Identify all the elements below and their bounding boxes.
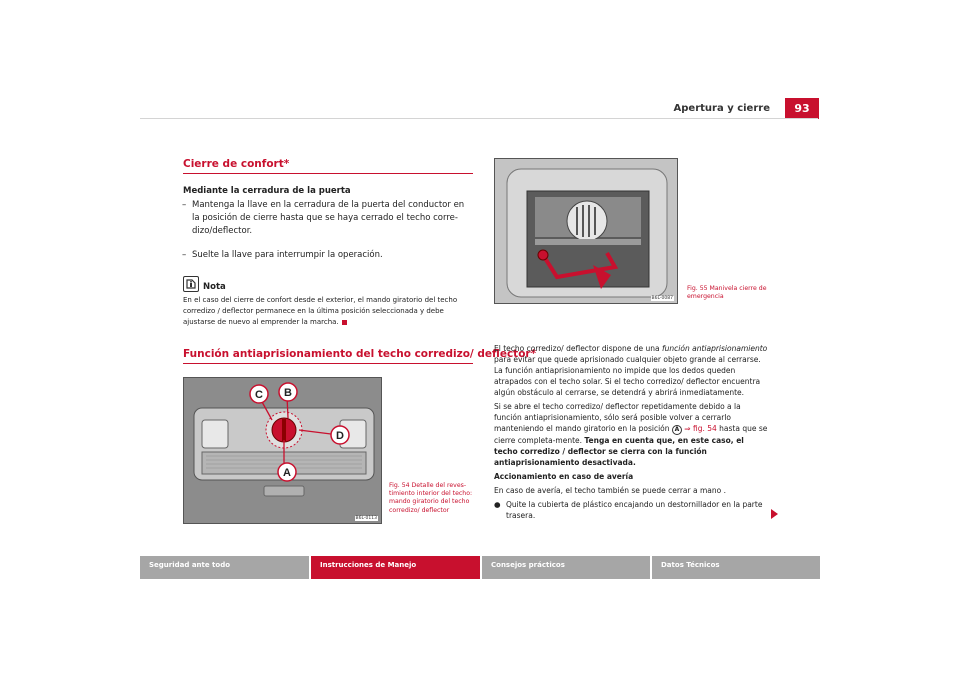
- position-a-symbol: A: [672, 425, 682, 435]
- footer-nav: [140, 556, 820, 579]
- section-anti-trap: [183, 348, 537, 364]
- dash-marker: –: [182, 200, 187, 210]
- tab-instrucciones[interactable]: Instrucciones de Manejo: [311, 556, 480, 579]
- header-rule: [140, 118, 818, 119]
- figure-55-caption: Fig. 55 Manivela cierre de emergencia: [687, 285, 767, 301]
- chapter-title: Apertura y cierre: [673, 103, 770, 114]
- bullet-item: ● Quite la cubierta de plástico encajando un destornillador en la parte trasera.: [494, 500, 763, 520]
- end-of-section-marker: [342, 320, 347, 325]
- figure-label-b: B: [284, 387, 292, 399]
- tab-consejos[interactable]: Consejos prácticos: [482, 556, 650, 579]
- emphasis-term: función antiaprisionamiento: [662, 344, 768, 353]
- figure-label-d: D: [336, 430, 344, 442]
- figure-label-a: A: [283, 467, 291, 479]
- figure-54-rotary-control: [183, 377, 382, 524]
- list-item-text: Suelte la llave para interrumpir la operación.: [192, 250, 383, 260]
- paragraph: Si se abre el techo corredizo/ deflector repetidamente debido a la función antiaprisionamiento, sólo será posible volver a cerrarlo manteniendo el mando giratorio en la posición A ⇒ fig. 54 hasta que se cierre completa-mente. Tenga en cuenta que, en este caso, el techo corredizo / deflector se cierra con la función antiaprisionamiento desactivada.: [494, 402, 768, 467]
- paragraph: En caso de avería, el techo también se puede cerrar a mano .: [494, 486, 726, 495]
- tab-seguridad[interactable]: Seguridad ante todo: [140, 556, 309, 579]
- list-item: [183, 249, 473, 262]
- continue-arrow-icon[interactable]: [771, 509, 778, 519]
- anti-trap-body: [494, 343, 769, 524]
- section-title: Función antiaprisionamiento del techo corredizo/ deflector*: [183, 348, 473, 364]
- subsection-title: Accionamiento en caso de avería: [494, 472, 634, 481]
- note-label: Nota: [203, 282, 226, 292]
- emergency-crank-illustration: [495, 159, 678, 304]
- list-item-text: Mantenga la llave en la cerradura de la puerta del conductor en la posición de cierre hasta que se haya cerrado el techo corre-dizo/deflector.: [192, 200, 465, 236]
- figure-code: B6L-0113: [355, 516, 377, 521]
- note-box: [183, 276, 473, 329]
- section-comfort-closing: [183, 158, 473, 329]
- list-item: [183, 199, 473, 238]
- figure-55-emergency-crank: [494, 158, 678, 304]
- page-number: 93: [785, 98, 819, 119]
- roof-lining-illustration: [184, 378, 382, 524]
- subsection-title: Mediante la cerradura de la puerta: [183, 186, 351, 196]
- note-icon: [183, 276, 199, 292]
- figure-54-caption: Fig. 54 Detalle del reves-timiento interior del techo: mando giratorio del techo corredizo/ deflector: [389, 482, 473, 514]
- warning-text: Tenga en cuenta que, en este caso, el techo corredizo / deflector se cierra con la función antiaprisionamiento desactivada.: [494, 436, 744, 467]
- bullet-marker: ●: [494, 500, 501, 509]
- figure-label-c: C: [255, 389, 263, 401]
- note-text: En el caso del cierre de confort desde el exterior, el mando giratorio del techo corredizo / deflector permanece en la última posición seleccionada y debe ajustarse de nuevo al emprender la marcha.: [183, 296, 458, 327]
- figure-reference-link[interactable]: ⇒ fig. 54: [684, 424, 717, 433]
- paragraph: El techo corredizo/ deflector dispone de una función antiaprisionamiento para evitar que quede aprisionado cualquier objeto grande al cerrarse. La función antiaprisionamiento no impide que los dedos queden atrapados con el techo solar. Si el techo corredizo/ deflector encuentra algún obstáculo al cerrarse, se detendrá y abrirá inmediatamente.: [494, 344, 768, 397]
- section-title: Cierre de confort*: [183, 158, 473, 174]
- tab-datos[interactable]: Datos Técnicos: [652, 556, 820, 579]
- dash-marker: –: [182, 250, 187, 260]
- figure-code: B6L-0087: [651, 296, 673, 301]
